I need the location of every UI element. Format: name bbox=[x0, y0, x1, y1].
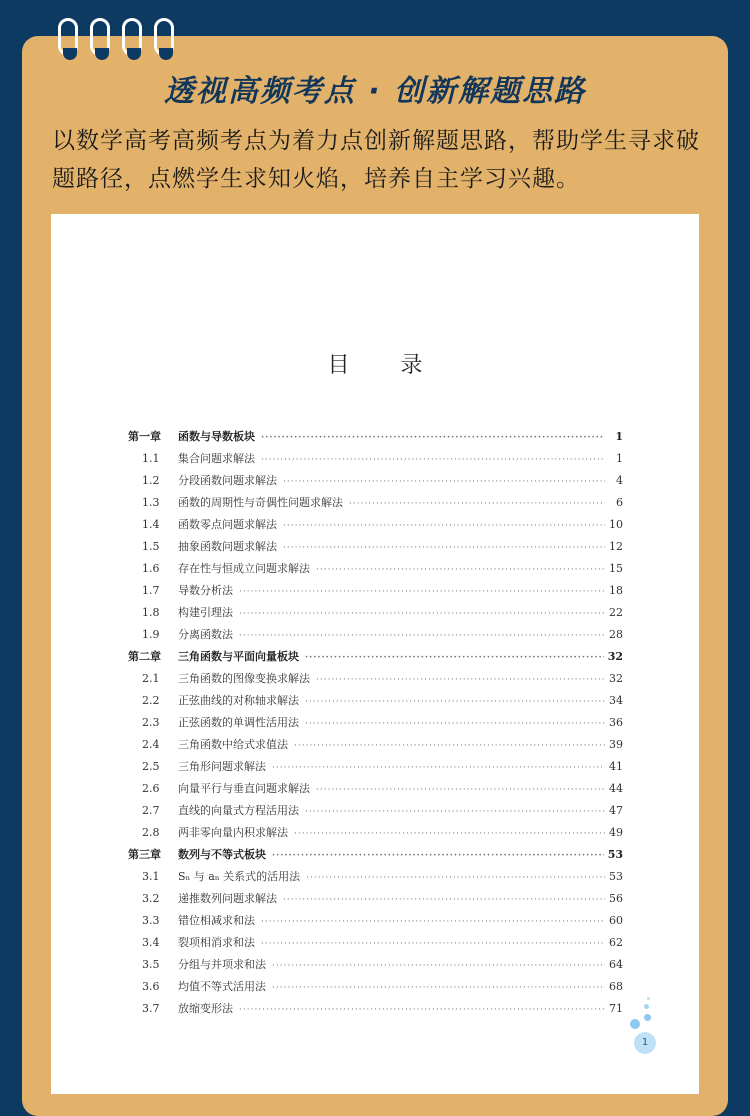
toc-leader-dots bbox=[272, 851, 604, 861]
toc-entry-page: 39 bbox=[609, 738, 623, 751]
toc-leader-dots bbox=[294, 829, 605, 839]
toc-entry-page: 6 bbox=[616, 496, 623, 509]
toc-entry-page: 22 bbox=[609, 606, 623, 619]
toc-leader-dots bbox=[272, 763, 605, 773]
toc-entry-label: 抽象函数问题求解法 bbox=[178, 540, 277, 553]
toc-entry-number: 3.5 bbox=[142, 958, 160, 971]
toc-entry-number: 第二章 bbox=[128, 650, 161, 663]
toc-leader-dots bbox=[316, 675, 605, 685]
toc-entry-label: 函数零点问题求解法 bbox=[178, 518, 277, 531]
toc-section-row[interactable] bbox=[128, 956, 623, 978]
toc-leader-dots bbox=[305, 697, 605, 707]
toc-entry-page: 1 bbox=[616, 452, 623, 465]
toc-entry-number: 3.6 bbox=[142, 980, 160, 993]
toc-section-row[interactable] bbox=[128, 604, 623, 626]
toc-entry-label: 向量平行与垂直问题求解法 bbox=[178, 782, 310, 795]
headline: 透视高频考点 · 创新解题思路 bbox=[163, 74, 587, 109]
toc-entry-page: 10 bbox=[609, 518, 623, 531]
toc-entry-page: 64 bbox=[609, 958, 623, 971]
toc-entry-page: 53 bbox=[607, 848, 623, 861]
toc-entry-number: 2.3 bbox=[142, 716, 160, 729]
toc-entry-number: 3.3 bbox=[142, 914, 160, 927]
toc-entry-label: 数列与不等式板块 bbox=[178, 848, 266, 861]
toc-entry-number: 1.3 bbox=[142, 496, 160, 509]
toc-entry-label: 三角形问题求解法 bbox=[178, 760, 266, 773]
toc-chapter-row[interactable] bbox=[128, 428, 623, 450]
toc-leader-dots bbox=[239, 1005, 605, 1015]
toc-list bbox=[128, 428, 623, 1022]
toc-entry-label: 三角函数与平面向量板块 bbox=[178, 650, 299, 663]
toc-section-row[interactable] bbox=[128, 560, 623, 582]
toc-entry-label: Sₙ 与 aₙ 关系式的活用法 bbox=[178, 870, 301, 883]
toc-leader-dots bbox=[316, 565, 605, 575]
toc-entry-label: 均值不等式活用法 bbox=[178, 980, 266, 993]
toc-entry-label: 裂项相消求和法 bbox=[178, 936, 255, 949]
toc-leader-dots bbox=[261, 455, 605, 465]
toc-section-row[interactable] bbox=[128, 1000, 623, 1022]
toc-section-row[interactable] bbox=[128, 450, 623, 472]
toc-entry-number: 1.9 bbox=[142, 628, 160, 641]
toc-leader-dots bbox=[294, 741, 605, 751]
toc-leader-dots bbox=[283, 895, 605, 905]
toc-entry-number: 3.4 bbox=[142, 936, 160, 949]
toc-entry-label: 两非零向量内积求解法 bbox=[178, 826, 288, 839]
toc-section-row[interactable] bbox=[128, 516, 623, 538]
toc-section-row[interactable] bbox=[128, 692, 623, 714]
toc-section-row[interactable] bbox=[128, 912, 623, 934]
ring-icon bbox=[122, 18, 142, 56]
toc-entry-number: 第三章 bbox=[128, 848, 161, 861]
toc-entry-page: 34 bbox=[609, 694, 623, 707]
toc-leader-dots bbox=[272, 983, 605, 993]
toc-entry-number: 2.8 bbox=[142, 826, 160, 839]
toc-section-row[interactable] bbox=[128, 494, 623, 516]
toc-entry-page: 68 bbox=[609, 980, 623, 993]
toc-entry-page: 53 bbox=[609, 870, 623, 883]
toc-leader-dots bbox=[239, 609, 605, 619]
toc-leader-dots bbox=[261, 433, 605, 443]
toc-section-row[interactable] bbox=[128, 780, 623, 802]
toc-leader-dots bbox=[239, 631, 605, 641]
toc-entry-number: 3.2 bbox=[142, 892, 160, 905]
toc-title: 目 录 bbox=[327, 353, 445, 378]
toc-entry-page: 4 bbox=[616, 474, 623, 487]
toc-entry-number: 2.1 bbox=[142, 672, 160, 685]
toc-entry-number: 2.7 bbox=[142, 804, 160, 817]
toc-entry-label: 函数的周期性与奇偶性问题求解法 bbox=[178, 496, 343, 509]
toc-entry-page: 71 bbox=[609, 1002, 623, 1015]
toc-entry-number: 2.6 bbox=[142, 782, 160, 795]
toc-entry-label: 分段函数问题求解法 bbox=[178, 474, 277, 487]
toc-entry-page: 56 bbox=[609, 892, 623, 905]
toc-entry-page: 12 bbox=[609, 540, 623, 553]
bubbles-icon bbox=[630, 995, 660, 1035]
toc-section-row[interactable] bbox=[128, 472, 623, 494]
toc-leader-dots bbox=[283, 477, 605, 487]
toc-entry-label: 正弦函数的单调性活用法 bbox=[178, 716, 299, 729]
toc-section-row[interactable] bbox=[128, 934, 623, 956]
toc-leader-dots bbox=[272, 961, 605, 971]
toc-entry-number: 1.6 bbox=[142, 562, 160, 575]
toc-section-row[interactable] bbox=[128, 824, 623, 846]
toc-section-row[interactable] bbox=[128, 890, 623, 912]
toc-leader-dots bbox=[261, 939, 605, 949]
toc-leader-dots bbox=[316, 785, 605, 795]
toc-entry-number: 1.2 bbox=[142, 474, 160, 487]
toc-section-row[interactable] bbox=[128, 670, 623, 692]
toc-entry-number: 2.5 bbox=[142, 760, 160, 773]
ring-icon bbox=[58, 18, 78, 56]
toc-section-row[interactable] bbox=[128, 868, 623, 890]
toc-section-row[interactable] bbox=[128, 978, 623, 1000]
toc-section-row[interactable] bbox=[128, 802, 623, 824]
toc-leader-dots bbox=[306, 873, 605, 883]
toc-entry-label: 存在性与恒成立问题求解法 bbox=[178, 562, 310, 575]
toc-section-row[interactable] bbox=[128, 582, 623, 604]
toc-leader-dots bbox=[261, 917, 605, 927]
toc-entry-label: 直线的向量式方程活用法 bbox=[178, 804, 299, 817]
toc-entry-label: 导数分析法 bbox=[178, 584, 233, 597]
toc-section-row[interactable] bbox=[128, 714, 623, 736]
ring-icon bbox=[90, 18, 110, 56]
toc-entry-page: 49 bbox=[609, 826, 623, 839]
toc-entry-page: 36 bbox=[609, 716, 623, 729]
toc-leader-dots bbox=[305, 719, 605, 729]
toc-entry-page: 41 bbox=[609, 760, 623, 773]
toc-entry-number: 1.1 bbox=[142, 452, 160, 465]
ring-icon bbox=[154, 18, 174, 56]
toc-entry-number: 1.4 bbox=[142, 518, 160, 531]
toc-entry-label: 三角函数中给式求值法 bbox=[178, 738, 288, 751]
toc-section-row[interactable] bbox=[128, 538, 623, 560]
toc-entry-page: 44 bbox=[609, 782, 623, 795]
toc-entry-page: 47 bbox=[609, 804, 623, 817]
toc-chapter-row[interactable] bbox=[128, 846, 623, 868]
toc-section-row[interactable] bbox=[128, 626, 623, 648]
toc-page bbox=[51, 214, 699, 1094]
toc-leader-dots bbox=[305, 653, 604, 663]
toc-entry-label: 分离函数法 bbox=[178, 628, 233, 641]
toc-entry-page: 18 bbox=[609, 584, 623, 597]
toc-entry-number: 第一章 bbox=[128, 430, 161, 443]
toc-leader-dots bbox=[305, 807, 605, 817]
toc-entry-number: 1.7 bbox=[142, 584, 160, 597]
toc-entry-label: 错位相减求和法 bbox=[178, 914, 255, 927]
toc-entry-number: 1.8 bbox=[142, 606, 160, 619]
toc-leader-dots bbox=[283, 543, 605, 553]
toc-entry-page: 1 bbox=[615, 430, 623, 443]
toc-chapter-row[interactable] bbox=[128, 648, 623, 670]
binder-rings-icon bbox=[58, 18, 188, 66]
toc-entry-label: 三角函数的图像变换求解法 bbox=[178, 672, 310, 685]
toc-entry-page: 62 bbox=[609, 936, 623, 949]
toc-entry-page: 15 bbox=[609, 562, 623, 575]
toc-entry-label: 递推数列问题求解法 bbox=[178, 892, 277, 905]
intro-text: 以数学高考高频考点为着力点创新解题思路，帮助学生寻求破题路径，点燃学生求知火焰，培养自主学习兴趣。 bbox=[52, 128, 700, 192]
toc-entry-page: 32 bbox=[609, 672, 623, 685]
toc-entry-label: 分组与并项求和法 bbox=[178, 958, 266, 971]
toc-leader-dots bbox=[283, 521, 605, 531]
toc-entry-number: 2.2 bbox=[142, 694, 160, 707]
page-number: 1 bbox=[634, 1032, 656, 1054]
toc-leader-dots bbox=[239, 587, 605, 597]
toc-entry-page: 28 bbox=[609, 628, 623, 641]
toc-entry-page: 60 bbox=[609, 914, 623, 927]
toc-leader-dots bbox=[349, 499, 605, 509]
toc-section-row[interactable] bbox=[128, 758, 623, 780]
toc-entry-label: 正弦曲线的对称轴求解法 bbox=[178, 694, 299, 707]
toc-entry-number: 2.4 bbox=[142, 738, 160, 751]
toc-section-row[interactable] bbox=[128, 736, 623, 758]
toc-entry-page: 32 bbox=[607, 650, 623, 663]
toc-entry-number: 3.7 bbox=[142, 1002, 160, 1015]
toc-entry-label: 函数与导数板块 bbox=[178, 430, 255, 443]
toc-entry-label: 构建引理法 bbox=[178, 606, 233, 619]
toc-entry-label: 放缩变形法 bbox=[178, 1002, 233, 1015]
toc-entry-number: 1.5 bbox=[142, 540, 160, 553]
toc-entry-number: 3.1 bbox=[142, 870, 160, 883]
toc-entry-label: 集合问题求解法 bbox=[178, 452, 255, 465]
